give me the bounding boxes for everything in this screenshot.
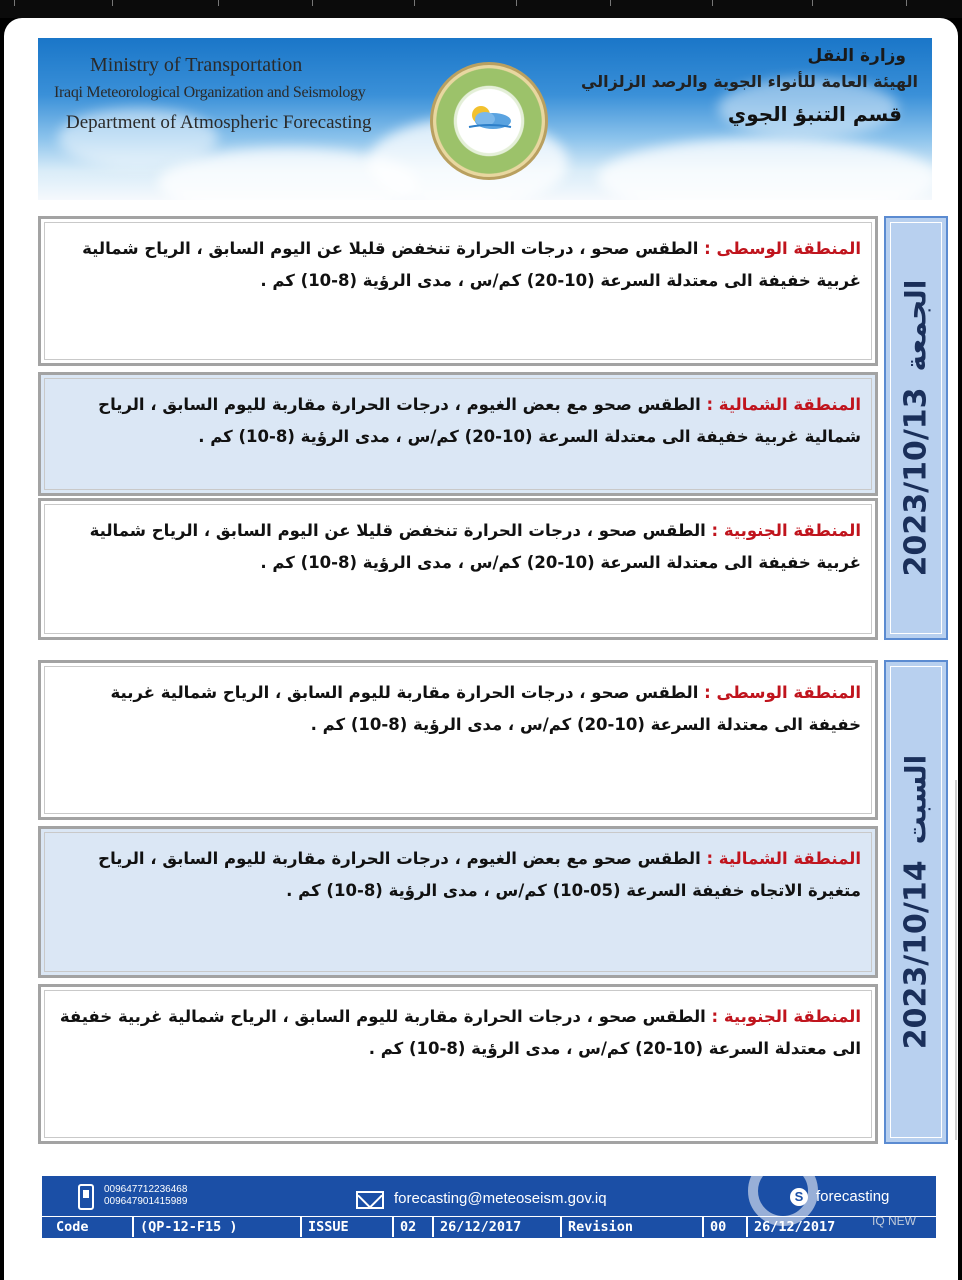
code-label: Code [42,1217,134,1237]
skype-handle: forecasting [816,1188,890,1205]
skype-icon: S [790,1188,808,1206]
forecast-text: الطقس صحو ، درجات الحرارة تنخفض قليلا عن اليوم السابق ، الرياح شمالية غربية خفيفة الى معتدلة السرعة (10-20) كم/س ، مدى الرؤية (8-10) كم . [82,239,861,290]
forecast-text: الطقس صحو ، درجات الحرارة تنخفض قليلا عن اليوم السابق ، الرياح شمالية غربية خفيفة الى معتدلة السرعة (10-20) كم/س ، مدى الرؤية (8-10) كم . [89,521,861,572]
department-name-ar: قسم التنبؤ الجوي [727,102,902,126]
region-name: المنطقة الشمالية : [706,849,861,868]
header-banner [38,38,932,200]
organization-name-ar: الهيئة العامة للأنواء الجوية والرصد الزلزالي [580,72,918,91]
region-forecast-text [55,677,861,741]
phone-numbers [104,1184,187,1208]
region-north-day1 [38,372,878,496]
page-edge-line [955,780,957,1140]
region-forecast-text [55,1001,861,1065]
phone-icon [78,1184,94,1210]
mail-icon [356,1191,384,1209]
cloud-sun-icon [463,101,515,131]
forecast-day-2 [38,660,948,1144]
forecast-day-1 [38,216,948,640]
watermark-logo [748,1156,818,1226]
region-forecast-text [55,389,861,453]
issue-date: 26/12/2017 [434,1217,562,1237]
day-name: الجمعة [899,279,933,372]
date-value: 2023/10/13 [898,387,934,577]
region-south-day2 [38,984,878,1144]
revision-date: 26/12/2017 [754,1219,836,1235]
region-forecast-text [55,843,861,907]
department-name-en: Department of Atmospheric Forecasting [66,112,372,133]
region-forecast-text [55,515,861,579]
date-value: 2023/10/14 [898,860,934,1050]
organization-name-en: Iraqi Meteorological Organization and Seismology [54,84,366,101]
region-name: المنطقة الوسطى : [704,683,861,702]
region-south-day1 [38,498,878,640]
code-value: (QP-12-F15 ) [134,1217,302,1237]
forecast-text: الطقس صحو مع بعض الغيوم ، درجات الحرارة مقاربة لليوم السابق ، الرياح شمالية غربية خفيفة الى معتدلة السرعة (10-20) كم/س ، مدى الرؤية (8-10) كم . [98,395,861,446]
ministry-name-en: Ministry of Transportation [90,54,303,76]
region-name: المنطقة الشمالية : [706,395,861,414]
phone-number-2: 009647901415989 [104,1196,188,1207]
issue-value: 02 [394,1217,434,1237]
email-address[interactable]: forecasting@meteoseism.gov.iq [394,1190,607,1207]
region-forecast-text [55,233,861,297]
phone-number-1: 009647712236468 [104,1184,188,1195]
ministry-name-ar: وزارة النقل [807,46,906,66]
region-name: المنطقة الجنوبية : [711,1007,861,1026]
forecast-text: الطقس صحو مع بعض الغيوم ، درجات الحرارة مقاربة لليوم السابق ، الرياح متغيرة الاتجاه خفيفة السرعة (05-10) كم/س ، مدى الرؤية (8-10) كم . [98,849,861,900]
date-label [899,280,934,577]
region-name: المنطقة الجنوبية : [711,521,861,540]
date-bar-day1 [884,216,948,640]
region-name: المنطقة الوسطى : [704,239,861,258]
revision-label: Revision [562,1217,704,1237]
watermark-text: IQ NEW [872,1214,916,1228]
region-central-day2 [38,660,878,820]
revision-value: 00 [704,1217,748,1237]
organization-logo [430,62,548,180]
top-strip [0,0,962,18]
region-central-day1 [38,216,878,366]
date-bar-day2 [884,660,948,1144]
issue-label: ISSUE [302,1217,394,1237]
day-name: السبت [899,754,933,845]
forecast-text: الطقس صحو ، درجات الحرارة مقاربة لليوم السابق ، الرياح شمالية غربية خفيفة الى معتدلة السرعة (10-20) كم/س ، مدى الرؤية (8-10) كم . [59,1007,861,1058]
forecast-text: الطقس صحو ، درجات الحرارة مقاربة لليوم السابق ، الرياح شمالية غربية خفيفة الى معتدلة السرعة (10-20) كم/س ، مدى الرؤية (8-10) كم . [110,683,861,734]
date-label [899,755,934,1050]
region-north-day2 [38,826,878,978]
